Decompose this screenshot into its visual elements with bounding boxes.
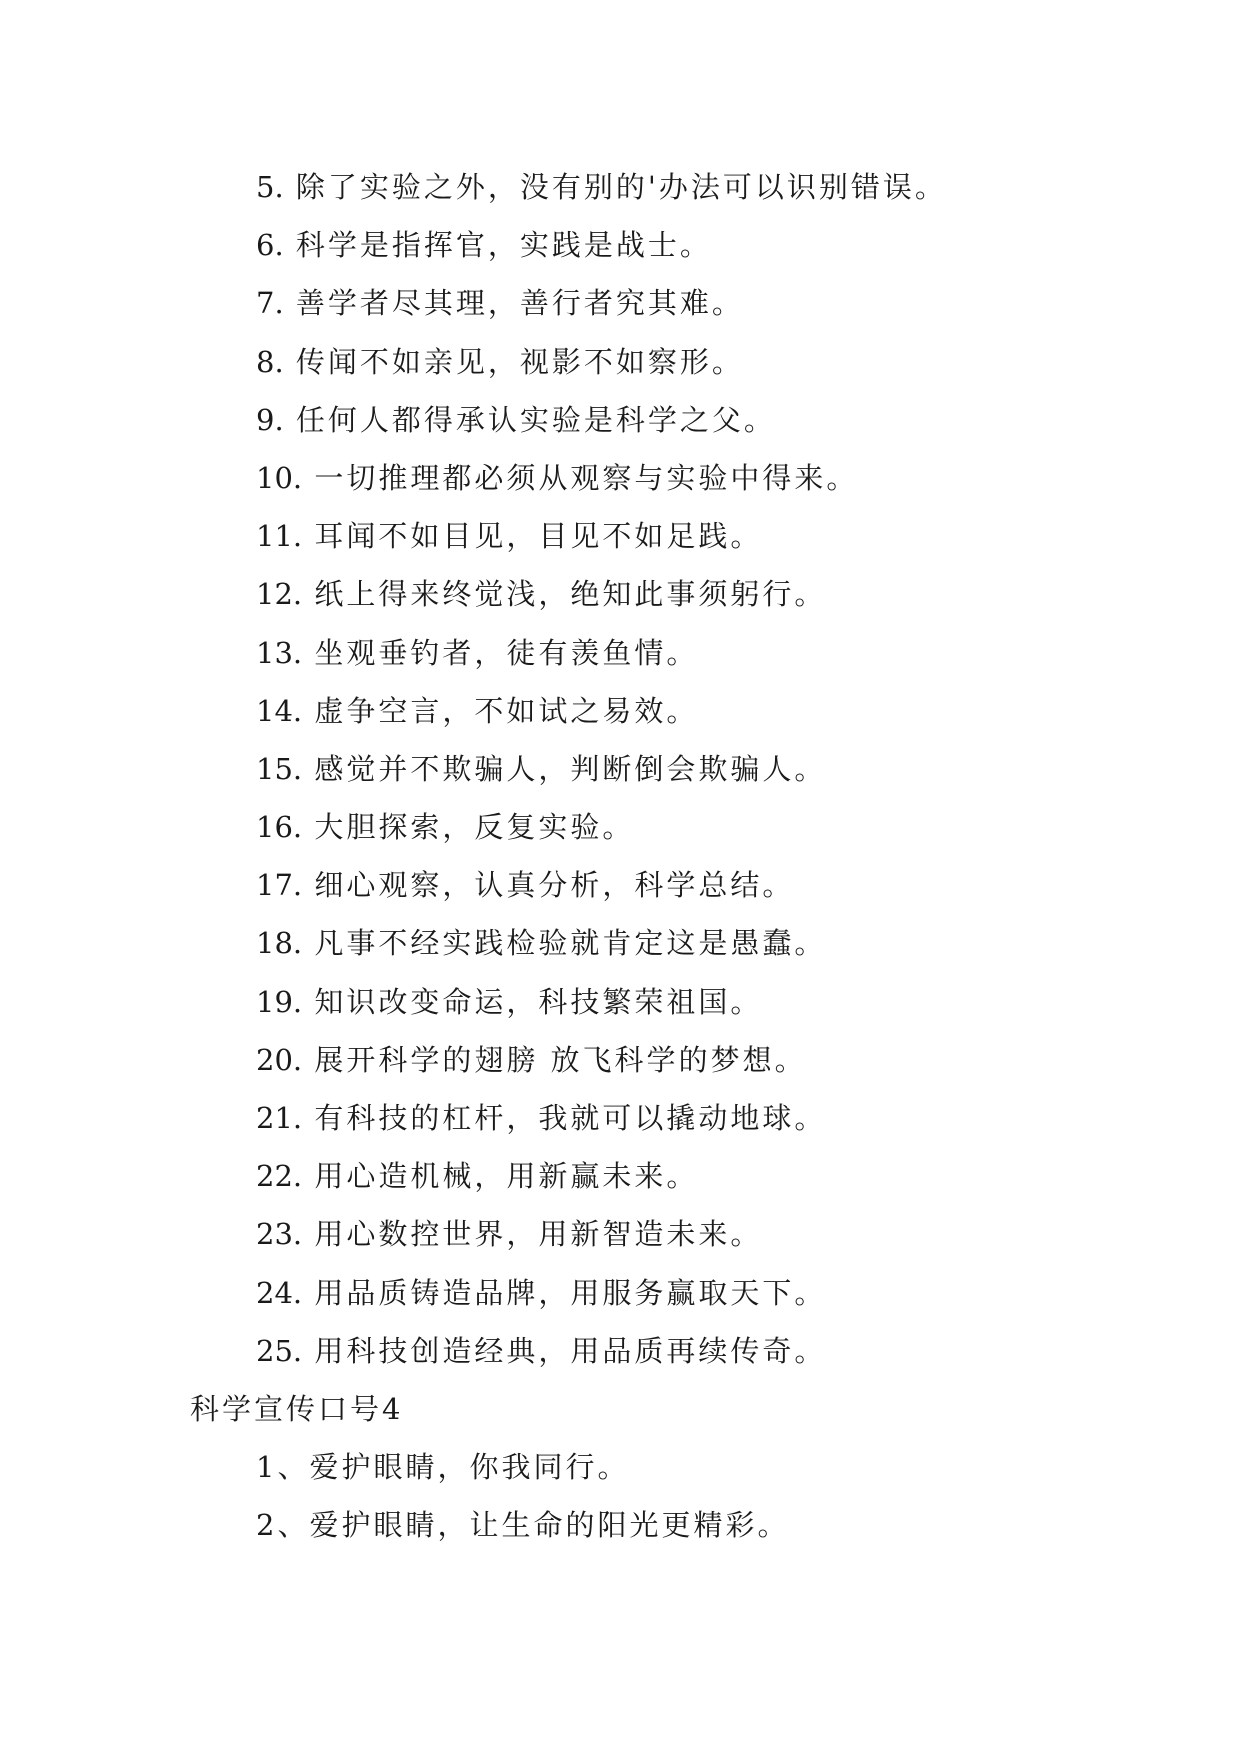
item-text: 除了实验之外，没有别的'办法可以识别错误。 <box>295 170 947 204</box>
item-text: 凡事不经实践检验就肯定这是愚蠢。 <box>314 926 827 961</box>
list-item <box>0 507 1241 565</box>
list-item <box>0 216 1241 274</box>
item-number: 13. <box>256 635 303 670</box>
item-text: 虚争空言，不如试之易效。 <box>314 693 699 728</box>
item-number: 20. <box>256 1042 303 1077</box>
slogan-list <box>0 158 1241 1555</box>
item-text: 1、爱护眼睛，你我同行。 <box>256 1450 630 1485</box>
section-heading: 科学宣传口号4 <box>190 1391 404 1426</box>
item-text: 一切推理都必须从观察与实验中得来。 <box>314 460 859 495</box>
item-number: 14. <box>256 693 303 728</box>
list-item <box>0 449 1241 507</box>
item-number: 22. <box>256 1159 303 1194</box>
list-item <box>0 740 1241 798</box>
item-number: 23. <box>256 1217 303 1252</box>
list-item <box>0 682 1241 740</box>
list-item <box>0 1031 1241 1089</box>
item-text: 任何人都得承认实验是科学之父。 <box>295 402 776 437</box>
item-number: 9. <box>256 402 284 437</box>
item-text: 用心数控世界，用新智造未来。 <box>314 1217 763 1252</box>
item-text: 传闻不如亲见，视影不如察形。 <box>295 344 744 379</box>
item-text: 知识改变命运，科技繁荣祖国。 <box>314 984 763 1019</box>
item-text: 细心观察，认真分析，科学总结。 <box>314 868 795 903</box>
item-text: 2、爱护眼睛，让生命的阳光更精彩。 <box>256 1508 790 1543</box>
item-number: 19. <box>256 984 303 1019</box>
item-text: 大胆探索，反复实验。 <box>314 810 635 845</box>
item-number: 18. <box>256 926 303 961</box>
list-item <box>0 1205 1241 1263</box>
item-number: 25. <box>256 1333 303 1368</box>
list-item <box>0 973 1241 1031</box>
list-item <box>0 1089 1241 1147</box>
list-item <box>0 624 1241 682</box>
item-text: 展开科学的翅膀 放飞科学的梦想。 <box>314 1042 807 1077</box>
list-item <box>0 1322 1241 1380</box>
list-item <box>0 1147 1241 1205</box>
list-item <box>0 798 1241 856</box>
item-number: 24. <box>256 1275 303 1310</box>
item-number: 5. <box>256 170 284 204</box>
list-item <box>0 391 1241 449</box>
list-item <box>0 565 1241 623</box>
item-number: 12. <box>256 577 303 612</box>
list-item <box>0 274 1241 332</box>
item-text: 用品质铸造品牌，用服务赢取天下。 <box>314 1275 827 1310</box>
item-text: 有科技的杠杆，我就可以撬动地球。 <box>314 1101 827 1135</box>
item-number: 6. <box>256 228 284 263</box>
item-number: 17. <box>256 868 303 903</box>
list-item <box>0 1438 1241 1496</box>
list-item <box>0 1264 1241 1322</box>
item-text: 耳闻不如目见，目见不如足践。 <box>314 519 763 554</box>
item-number: 21. <box>256 1101 303 1135</box>
item-text: 善学者尽其理，善行者究其难。 <box>295 286 744 321</box>
item-text: 坐观垂钓者，徒有羡鱼情。 <box>314 635 699 670</box>
item-number: 10. <box>256 460 303 495</box>
item-text: 感觉并不欺骗人，判断倒会欺骗人。 <box>314 751 827 786</box>
item-number: 15. <box>256 751 303 786</box>
list-item <box>0 333 1241 391</box>
item-number: 16. <box>256 810 303 845</box>
item-text: 用科技创造经典，用品质再续传奇。 <box>314 1333 827 1368</box>
item-number: 8. <box>256 344 284 379</box>
item-text: 用心造机械，用新赢未来。 <box>314 1159 699 1194</box>
item-text: 纸上得来终觉浅，绝知此事须躬行。 <box>314 577 827 612</box>
list-item <box>0 158 1241 216</box>
list-item <box>0 914 1241 972</box>
list-item <box>0 1496 1241 1554</box>
item-number: 11. <box>256 519 303 554</box>
list-item <box>0 856 1241 914</box>
item-number: 7. <box>256 286 284 321</box>
item-text: 科学是指挥官，实践是战士。 <box>295 228 712 263</box>
